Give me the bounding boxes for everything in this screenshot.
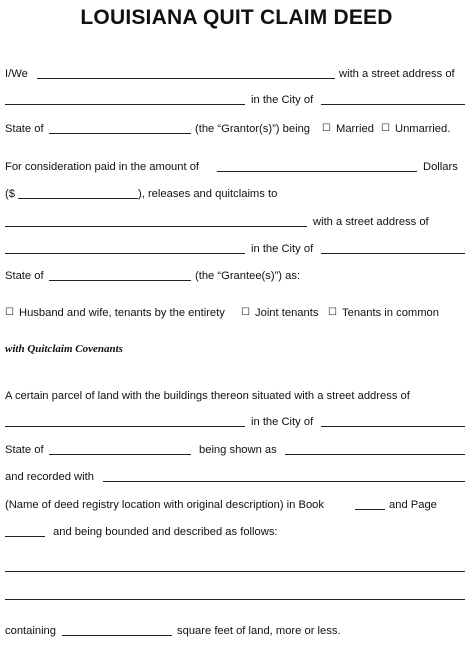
grantee-state-field[interactable]: [49, 280, 191, 281]
parcel-city-label: in the City of: [251, 416, 314, 428]
bounded-label: and being bounded and described as follows:: [53, 526, 278, 538]
grantor-city-field[interactable]: [321, 104, 465, 105]
description-line-1[interactable]: [5, 571, 465, 572]
parcel-intro-label: A certain parcel of land with the buildings thereon situated with a street address of: [5, 390, 410, 402]
recorded-with-row: [5, 469, 467, 485]
unmarried-checkbox-icon[interactable]: ☐: [381, 123, 390, 134]
grantor-address-field[interactable]: [5, 104, 245, 105]
husband-wife-label: Husband and wife, tenants by the entirety: [19, 307, 225, 319]
grantor-city-row: [5, 92, 467, 108]
married-checkbox-icon[interactable]: ☐: [322, 123, 331, 134]
releases-label: ), releases and quitclaims to: [138, 188, 278, 200]
consideration-label: For consideration paid in the amount of: [5, 161, 200, 173]
grantee-name-field[interactable]: [5, 226, 307, 227]
joint-tenants-label: Joint tenants: [255, 307, 319, 319]
grantee-state-row: [5, 268, 467, 284]
recorded-with-label: and recorded with: [5, 471, 94, 483]
grantor-name-row: [5, 66, 467, 82]
grantor-state-field[interactable]: [49, 133, 191, 134]
grantee-state-label: State of: [5, 270, 44, 282]
consideration-row: [5, 159, 467, 175]
husband-wife-checkbox-icon[interactable]: ☐: [5, 307, 14, 318]
containing-label: containing: [5, 625, 57, 637]
grantor-state-row: [5, 121, 467, 137]
grantee-label: (the “Grantee(s)”) as:: [195, 270, 301, 282]
tenants-common-label: Tenants in common: [342, 307, 440, 319]
shown-as-field[interactable]: [285, 454, 465, 455]
married-label: Married: [336, 123, 374, 135]
iwe-label: I/We: [5, 68, 28, 80]
registry-label: (Name of deed registry location with original description) in Book: [5, 499, 324, 511]
grantee-city-label: in the City of: [251, 243, 314, 255]
shown-as-label: being shown as: [199, 444, 277, 456]
square-feet-label: square feet of land, more or less.: [177, 625, 341, 637]
dollars-label: Dollars: [423, 161, 458, 173]
amount-open-label: ($: [5, 188, 15, 200]
tenancy-row: [5, 305, 467, 321]
grantor-label: (the “Grantor(s)”) being: [195, 123, 311, 135]
description-line-2[interactable]: [5, 599, 465, 600]
grantor-name-field[interactable]: [37, 78, 335, 79]
joint-tenants-checkbox-icon[interactable]: ☐: [241, 307, 250, 318]
parcel-address-field[interactable]: [5, 426, 245, 427]
parcel-state-row: [5, 442, 467, 458]
grantor-street-label: with a street address of: [339, 68, 455, 80]
consideration-words-field[interactable]: [217, 171, 417, 172]
document-title: LOUISIANA QUIT CLAIM DEED: [80, 6, 393, 29]
grantee-city-row: [5, 241, 467, 257]
unmarried-label: Unmarried.: [395, 123, 451, 135]
amount-field[interactable]: [18, 198, 138, 199]
bounded-row: [5, 524, 467, 540]
covenants-heading: with Quitclaim Covenants: [5, 343, 123, 355]
grantor-city-label: in the City of: [251, 94, 314, 106]
containing-row: [5, 623, 467, 639]
parcel-intro-row: [5, 388, 467, 404]
grantee-name-row: [5, 214, 467, 230]
parcel-state-label: State of: [5, 444, 44, 456]
grantee-street-label: with a street address of: [313, 216, 429, 228]
consideration-amount-row: [5, 186, 467, 202]
and-page-label: and Page: [389, 499, 437, 511]
recorded-with-field[interactable]: [103, 481, 465, 482]
parcel-state-field[interactable]: [49, 454, 191, 455]
registry-row: [5, 497, 467, 513]
book-field[interactable]: [355, 509, 385, 510]
parcel-city-row: [5, 414, 467, 430]
grantee-city-field[interactable]: [321, 253, 465, 254]
grantee-address-field[interactable]: [5, 253, 245, 254]
square-feet-field[interactable]: [62, 635, 172, 636]
page-field[interactable]: [5, 536, 45, 537]
tenants-common-checkbox-icon[interactable]: ☐: [328, 307, 337, 318]
parcel-city-field[interactable]: [321, 426, 465, 427]
grantor-state-label: State of: [5, 123, 44, 135]
